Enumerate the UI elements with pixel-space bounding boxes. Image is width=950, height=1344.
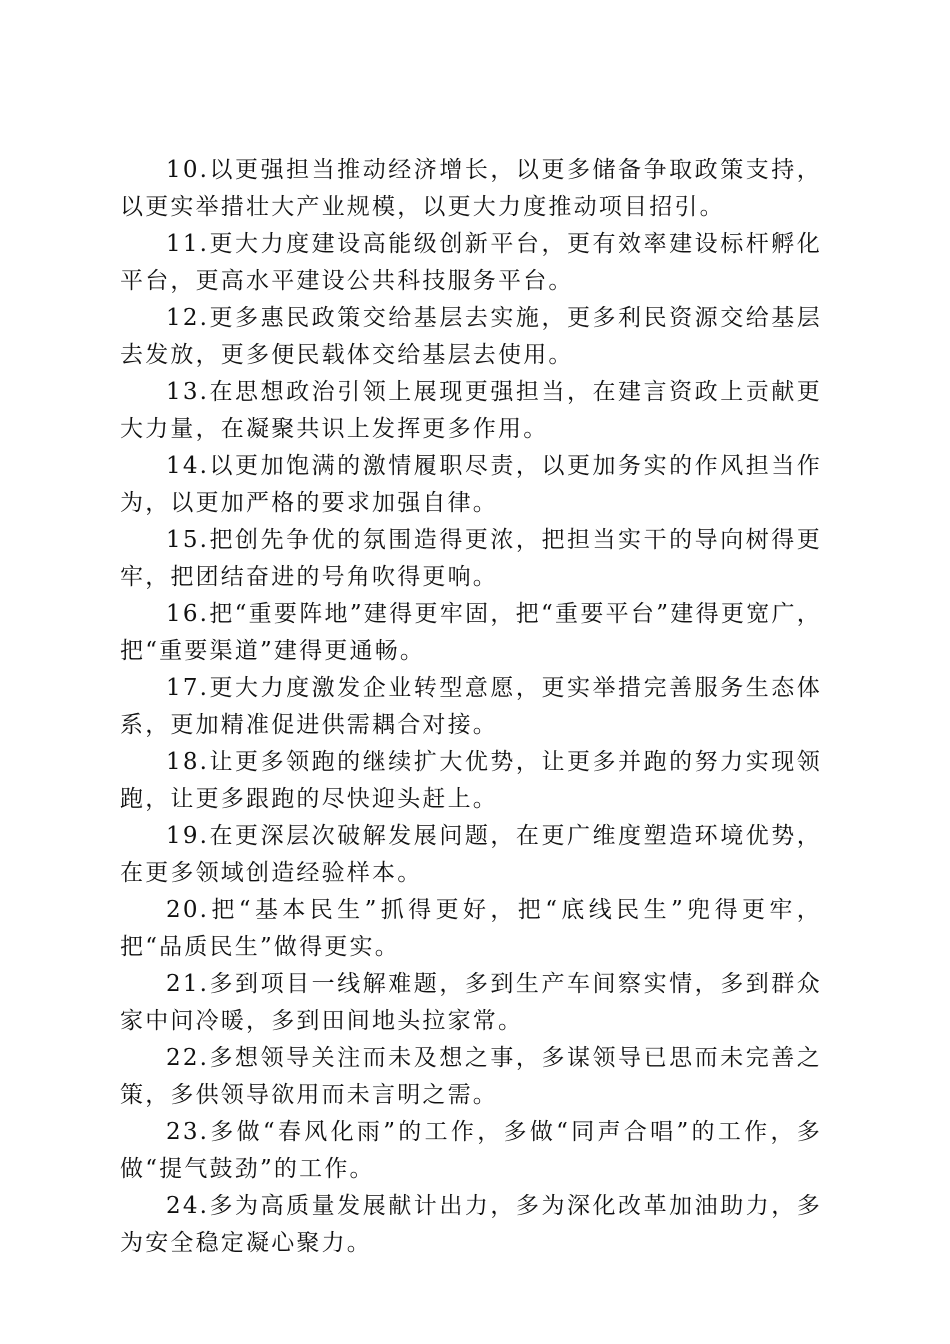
paragraph-20: 20.把“基本民生”抓得更好，把“底线民生”兜得更牢，把“品质民生”做得更实。 [120, 897, 822, 960]
paragraph-14: 14.以更加饱满的激情履职尽责，以更加务实的作风担当作为，以更加严格的要求加强自律。 [120, 453, 822, 516]
paragraph-12: 12.更多惠民政策交给基层去实施，更多利民资源交给基层去发放，更多便民载体交给基层去使用。 [120, 305, 822, 368]
paragraph-22: 22.多想领导关注而未及想之事，多谋领导已思而未完善之策，多供领导欲用而未言明之需。 [120, 1045, 822, 1108]
paragraph-18: 18.让更多领跑的继续扩大优势，让更多并跑的努力实现领跑，让更多跟跑的尽快迎头赶上。 [120, 749, 822, 812]
paragraph-10: 10.以更强担当推动经济增长，以更多储备争取政策支持，以更实举措壮大产业规模，以更大力度推动项目招引。 [120, 157, 822, 220]
paragraph-17: 17.更大力度激发企业转型意愿，更实举措完善服务生态体系，更加精准促进供需耦合对接。 [120, 675, 822, 738]
paragraph-15: 15.把创先争优的氛围造得更浓，把担当实干的导向树得更牢，把团结奋进的号角吹得更响。 [120, 527, 822, 590]
paragraph-21: 21.多到项目一线解难题，多到生产车间察实情，多到群众家中问冷暖，多到田间地头拉家常。 [120, 971, 822, 1034]
paragraph-13: 13.在思想政治引领上展现更强担当，在建言资政上贡献更大力量，在凝聚共识上发挥更多作用。 [120, 379, 822, 442]
paragraph-19: 19.在更深层次破解发展问题，在更广维度塑造环境优势，在更多领域创造经验样本。 [120, 823, 822, 886]
document-body [120, 152, 822, 1262]
paragraph-11: 11.更大力度建设高能级创新平台，更有效率建设标杆孵化平台，更高水平建设公共科技服务平台。 [120, 231, 822, 294]
paragraph-16: 16.把“重要阵地”建得更牢固，把“重要平台”建得更宽广，把“重要渠道”建得更通畅。 [120, 601, 822, 664]
paragraph-24: 24.多为高质量发展献计出力，多为深化改革加油助力，多为安全稳定凝心聚力。 [120, 1193, 822, 1256]
paragraph-23: 23.多做“春风化雨”的工作，多做“同声合唱”的工作，多做“提气鼓劲”的工作。 [120, 1119, 822, 1182]
